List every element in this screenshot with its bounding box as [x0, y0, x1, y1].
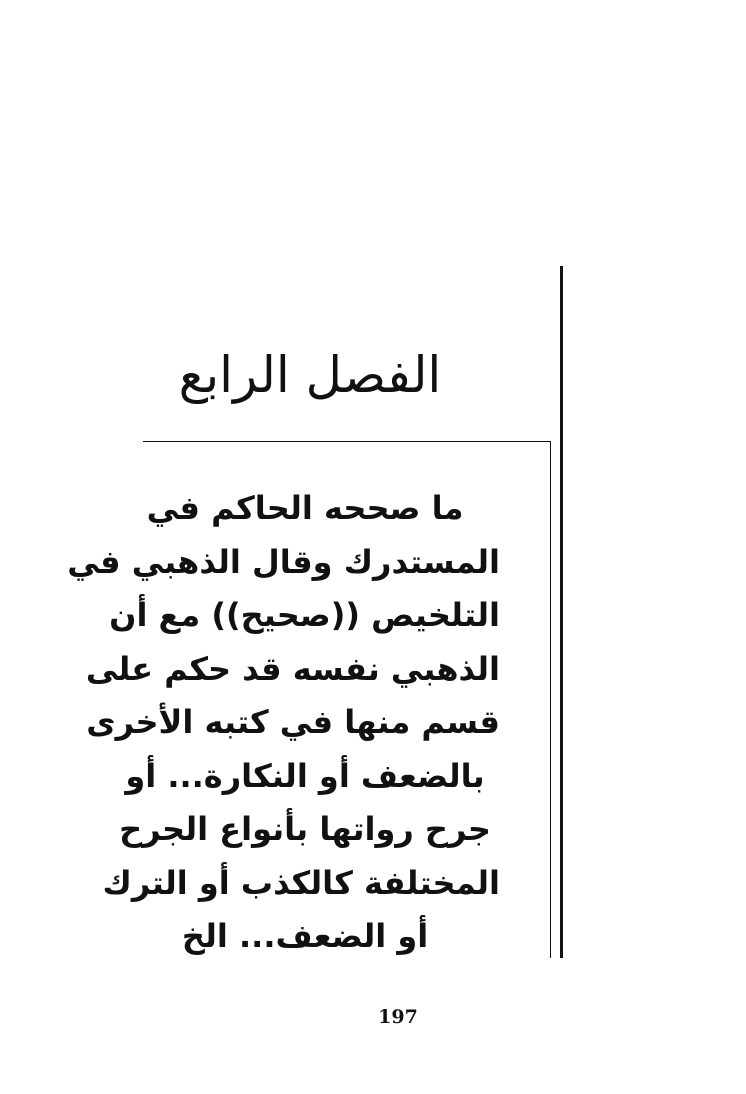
horizontal-rule: [143, 441, 551, 442]
text-line: ما صححه الحاكم في: [146, 489, 464, 527]
text-line: المستدرك وقال الذهبي في: [67, 542, 500, 581]
text-line: التلخيص ((صحيح)) مع أن: [109, 596, 500, 634]
text-line: بالضعف أو النكارة... أو: [125, 756, 485, 795]
text-line: الذهبي نفسه قد حكم على: [85, 649, 500, 688]
page-number: 197: [378, 1006, 418, 1028]
chapter-description: [67, 482, 500, 964]
text-line: أو الضعف... الخ: [181, 917, 429, 955]
text-line: المختلفة كالكذب أو الترك: [102, 863, 500, 902]
vertical-rule-inner: [550, 441, 551, 958]
vertical-rule-outer: [560, 266, 563, 958]
chapter-title: الفصل الرابع: [178, 346, 442, 404]
text-line: جرح رواتها بأنواع الجرح: [119, 810, 491, 848]
text-line: قسم منها في كتبه الأخرى: [86, 703, 500, 741]
